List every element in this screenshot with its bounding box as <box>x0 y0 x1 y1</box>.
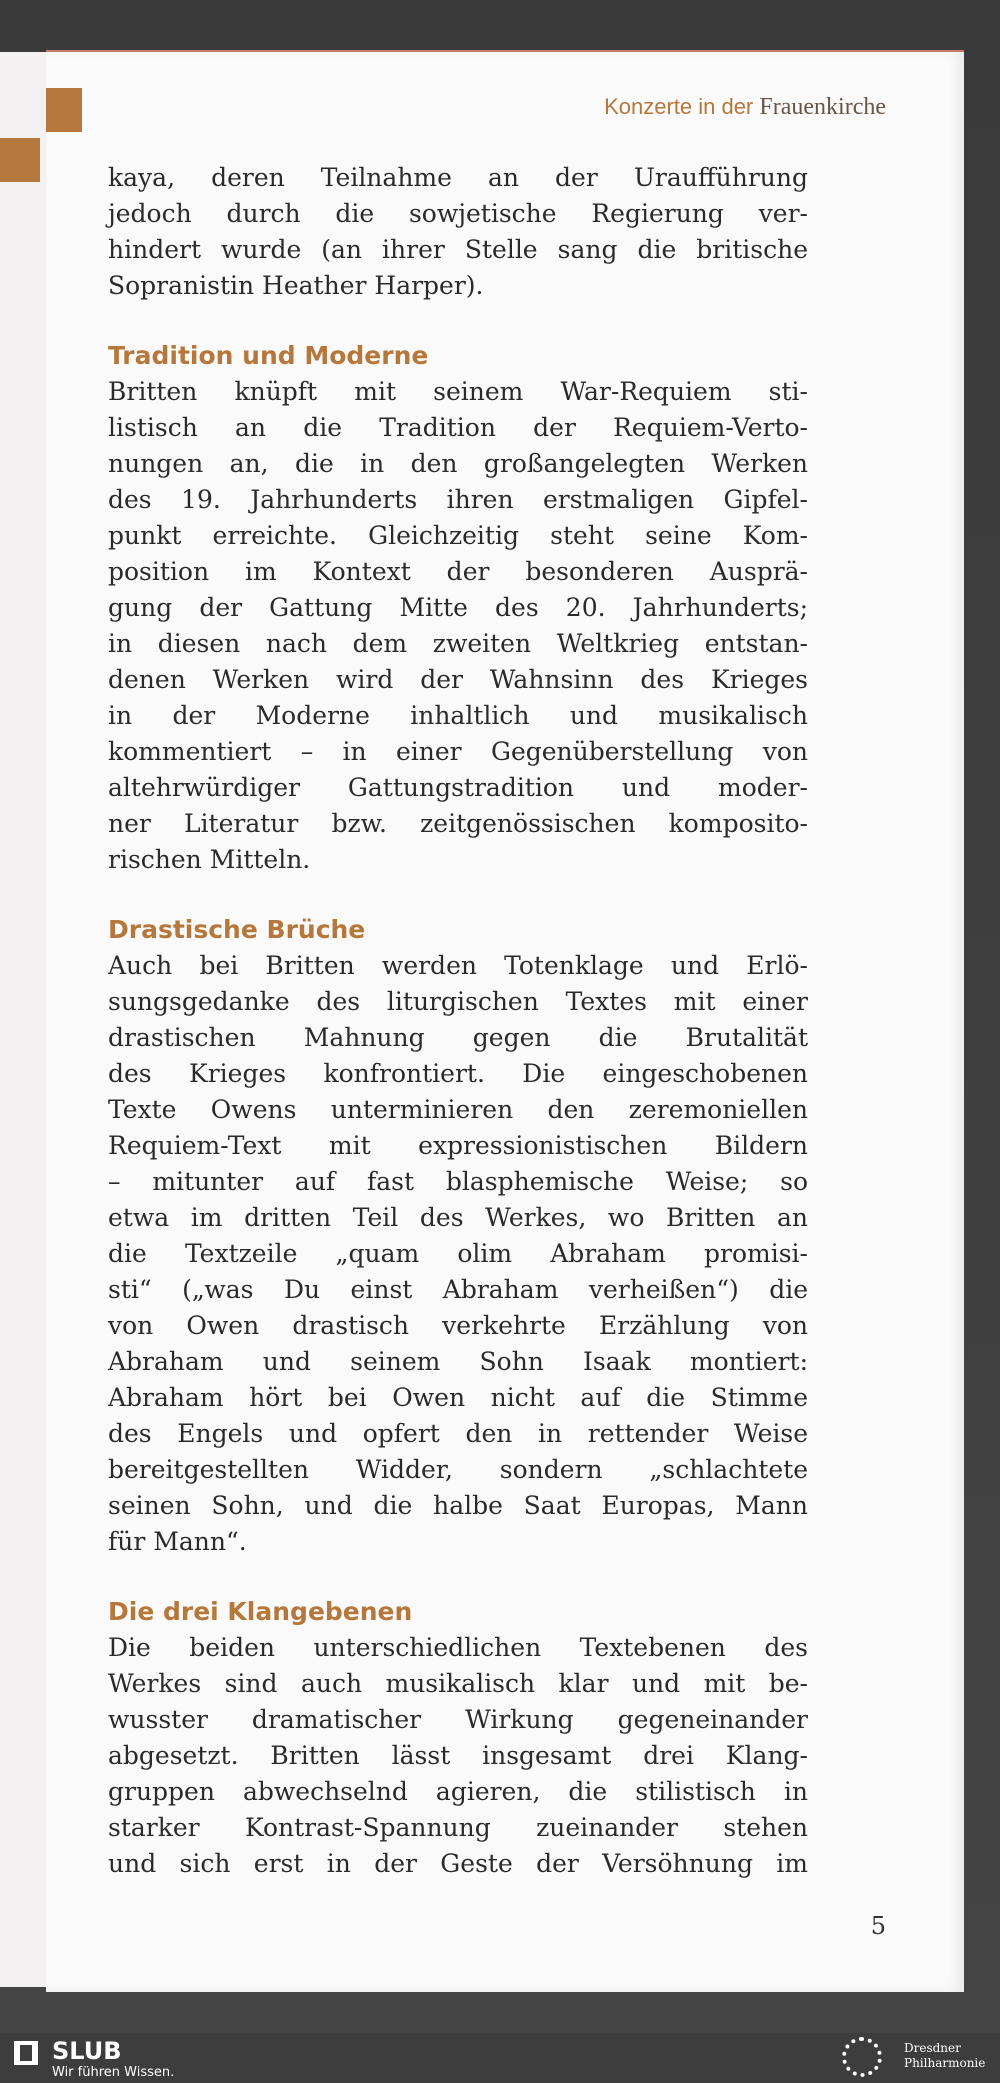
partner-name-line: Philharmonie <box>904 2056 986 2070</box>
text-line: gruppen abwechselnd agieren, die stilistisch in <box>108 1777 808 1806</box>
text-line: kaya, deren Teilnahme an der Uraufführung <box>108 163 808 192</box>
text-line: bereitgestellten Widder, sondern „schlachtete <box>108 1455 808 1484</box>
viewer-footer-bar <box>0 2033 1000 2083</box>
text-line: Requiem-Text mit expressionistischen Bildern <box>108 1131 808 1160</box>
paragraph-intro <box>108 160 808 304</box>
text-line: für Mann“. <box>108 1527 247 1556</box>
text-line: des Engels und opfert den in rettender Weise <box>108 1419 808 1448</box>
text-line: und sich erst in der Geste der Versöhnung im <box>108 1849 808 1878</box>
partner-name[interactable] <box>904 2041 1000 2071</box>
text-line: altehrwürdiger Gattungstradition und moder- <box>108 773 808 802</box>
page-marker-tab <box>46 88 82 132</box>
text-line: von Owen drastisch verkehrte Erzählung von <box>108 1311 808 1340</box>
text-line: in der Moderne inhaltlich und musikalisch <box>108 701 808 730</box>
text-line: nungen an, die in den großangelegten Werken <box>108 449 808 478</box>
section-heading-klangebenen: Die drei Klangebenen <box>108 1597 413 1626</box>
text-line: kommentiert – in einer Gegenüberstellung von <box>108 737 808 766</box>
text-line: drastischen Mahnung gegen die Brutalität <box>108 1023 808 1052</box>
text-line: jedoch durch die sowjetische Regierung ver- <box>108 199 808 228</box>
library-name[interactable]: SLUB <box>52 2037 122 2065</box>
text-line: Abraham und seinem Sohn Isaak montiert: <box>108 1347 808 1376</box>
text-line: Werkes sind auch musikalisch klar und mit be- <box>108 1669 808 1698</box>
paragraph-brueche <box>108 948 808 1560</box>
text-line: starker Kontrast-Spannung zueinander stehen <box>108 1813 808 1842</box>
header-series: Konzerte in der <box>604 94 754 119</box>
text-line: listisch an die Tradition der Requiem-Verto- <box>108 413 808 442</box>
text-line: in diesen nach dem zweiten Weltkrieg entstan- <box>108 629 808 658</box>
text-line: Abraham hört bei Owen nicht auf die Stimme <box>108 1383 808 1412</box>
text-line: Auch bei Britten werden Totenklage und Erlö- <box>108 951 808 980</box>
text-line: ner Literatur bzw. zeitgenössischen komposito- <box>108 809 808 838</box>
partner-logo-icon[interactable] <box>842 2037 882 2077</box>
text-line: sungsgedanke des liturgischen Textes mit einer <box>108 987 808 1016</box>
text-line: abgesetzt. Britten lässt insgesamt drei Klang- <box>108 1741 808 1770</box>
text-line: – mitunter auf fast blasphemische Weise; so <box>108 1167 808 1196</box>
text-line: gung der Gattung Mitte des 20. Jahrhunderts; <box>108 593 808 622</box>
text-line: punkt erreichte. Gleichzeitig steht seine Kom- <box>108 521 808 550</box>
previous-page-edge <box>0 52 47 1987</box>
page-marker-tab <box>0 138 40 182</box>
text-line: position im Kontext der besonderen Ausprä- <box>108 557 808 586</box>
paragraph-tradition <box>108 374 808 878</box>
text-line: etwa im dritten Teil des Werkes, wo Britten an <box>108 1203 808 1232</box>
text-line: hindert wurde (an ihrer Stelle sang die britische <box>108 235 808 264</box>
document-page <box>46 50 964 1992</box>
partner-name-line: Dresdner <box>904 2041 961 2055</box>
section-heading-tradition: Tradition und Moderne <box>108 341 429 370</box>
text-line: denen Werken wird der Wahnsinn des Krieges <box>108 665 808 694</box>
section-heading-brueche: Drastische Brüche <box>108 915 366 944</box>
text-line: seinen Sohn, und die halbe Saat Europas, Mann <box>108 1491 808 1520</box>
text-line: Die beiden unterschiedlichen Textebenen des <box>108 1633 808 1662</box>
text-line: sti“ („was Du einst Abraham verheißen“) die <box>108 1275 808 1304</box>
text-line: wusster dramatischer Wirkung gegeneinander <box>108 1705 808 1734</box>
text-line: des 19. Jahrhunderts ihren erstmaligen Gipfel- <box>108 485 808 514</box>
library-slogan: Wir führen Wissen. <box>52 2065 175 2080</box>
page-number: 5 <box>870 1912 886 1940</box>
text-line: die Textzeile „quam olim Abraham promisi- <box>108 1239 808 1268</box>
library-logo-icon[interactable] <box>14 2041 38 2065</box>
text-line: Texte Owens unterminieren den zeremoniellen <box>108 1095 808 1124</box>
article-body <box>108 160 808 1882</box>
paragraph-klangebenen <box>108 1630 808 1882</box>
text-line: Britten knüpft mit seinem War-Requiem sti- <box>108 377 808 406</box>
text-line: des Krieges konfrontiert. Die eingeschobenen <box>108 1059 808 1088</box>
text-line: Sopranistin Heather Harper). <box>108 271 484 300</box>
header-venue: Frauenkirche <box>759 94 886 120</box>
running-header <box>604 94 886 121</box>
text-line: rischen Mitteln. <box>108 845 311 874</box>
